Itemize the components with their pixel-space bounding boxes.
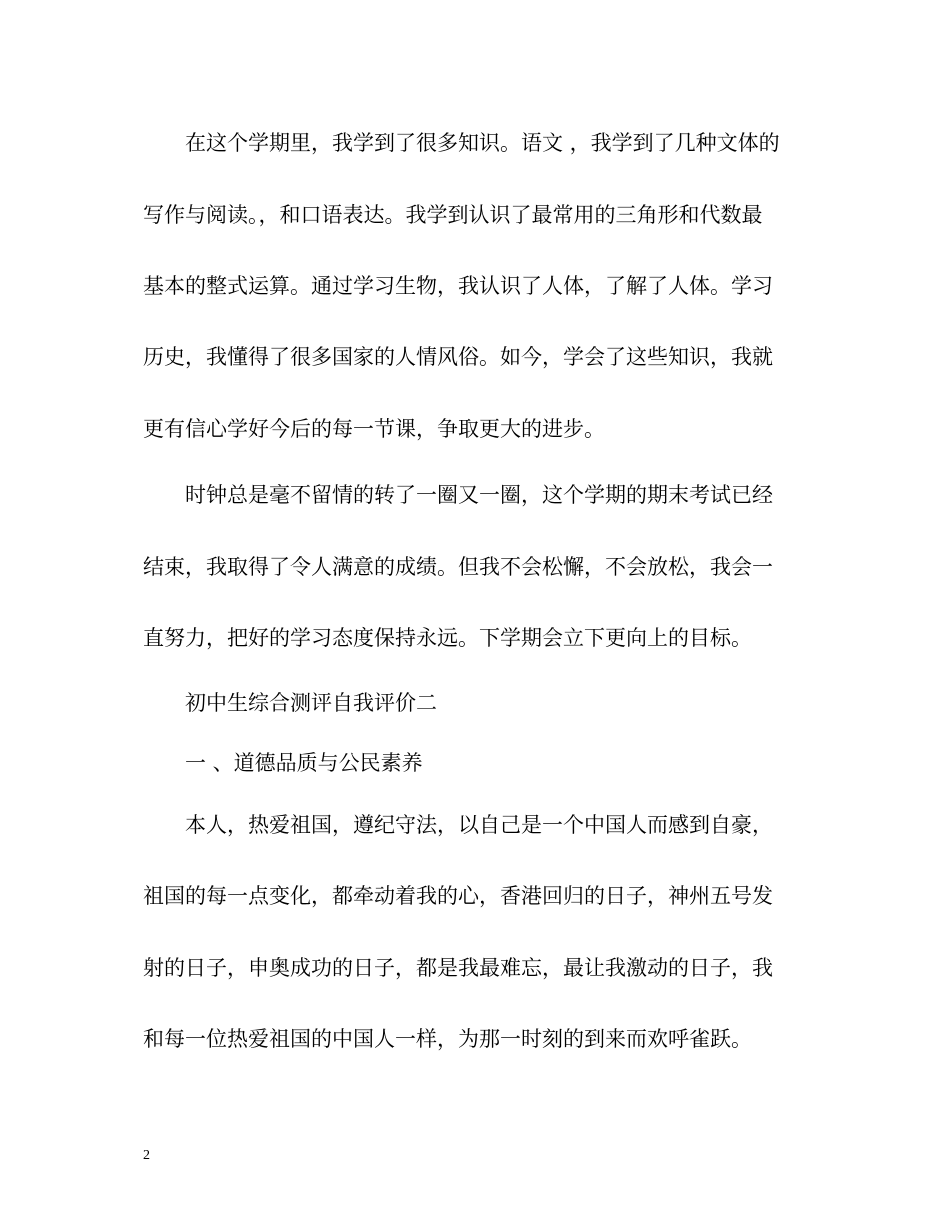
paragraph-3-line-4: 和每一位热爱祖国的中国人一样，为那一时刻的到来而欢呼雀跃。 bbox=[143, 1027, 752, 1051]
paragraph-1-line-4: 历史，我懂得了很多国家的人情风俗。如今，学会了这些知识，我就 bbox=[143, 345, 773, 369]
paragraph-1-line-1: 在这个学期里，我学到了很多知识。语文 ，我学到了几种文体的 bbox=[185, 131, 780, 155]
paragraph-1-line-5: 更有信心学好今后的每一节课，争取更大的进步。 bbox=[143, 417, 605, 441]
paragraph-2-line-1: 时钟总是毫不留情的转了一圈又一圈，这个学期的期末考试已经 bbox=[185, 483, 773, 507]
section-heading: 初中生综合测评自我评价二 bbox=[185, 691, 437, 715]
paragraph-3-line-3: 射的日子，申奥成功的日子，都是我最难忘，最让我激动的日子，我 bbox=[143, 956, 773, 980]
page-number: 2 bbox=[143, 1148, 150, 1163]
section-subheading: 一 、道德品质与公民素养 bbox=[185, 751, 423, 775]
paragraph-3-line-1: 本人，热爱祖国，遵纪守法，以自己是一个中国人而感到自豪， bbox=[185, 813, 773, 837]
paragraph-3-line-2: 祖国的每一点变化，都牵动着我的心，香港回归的日子，神州五号发 bbox=[143, 884, 773, 908]
paragraph-2-line-3: 直努力，把好的学习态度保持永远。下学期会立下更向上的目标。 bbox=[143, 626, 752, 650]
paragraph-1-line-3: 基本的整式运算。通过学习生物，我认识了人体，了解了人体。学习 bbox=[143, 274, 773, 298]
paragraph-1-line-2: 写作与阅读。，和口语表达。我学到认识了最常用的三角形和代数最 bbox=[143, 203, 763, 227]
paragraph-2-line-2: 结束，我取得了令人满意的成绩。但我不会松懈，不会放松，我会一 bbox=[143, 555, 773, 579]
